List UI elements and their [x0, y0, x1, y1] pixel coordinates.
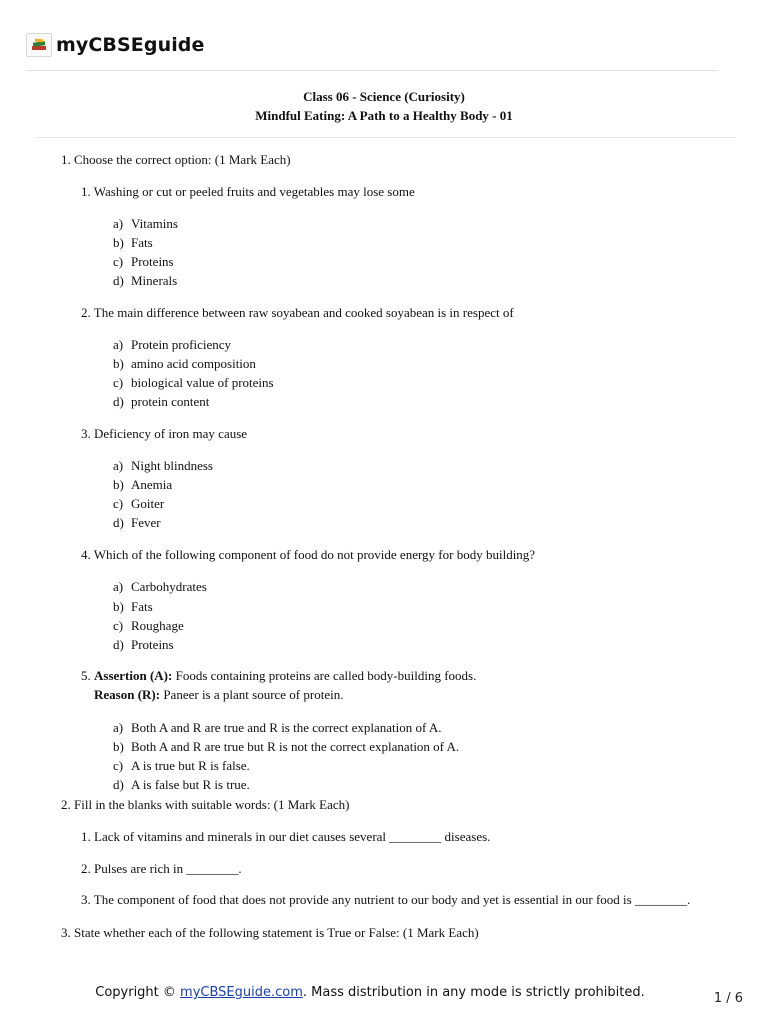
section-heading: 1. Choose the correct option: (1 Mark Each) [61, 152, 291, 167]
title-chapter: Mindful Eating: A Path to a Healthy Body - 01 [255, 108, 513, 123]
assertion-question: 5. Assertion (A): Foods containing proteins are called body-building foods. [81, 668, 477, 683]
title-class: Class 06 - Science (Curiosity) [303, 89, 465, 104]
option: b) Anemia [113, 477, 173, 492]
reason-statement: Reason (R): Paneer is a plant source of protein. [94, 687, 344, 702]
option: d) A is false but R is true. [113, 777, 250, 792]
option: d) protein content [113, 394, 210, 409]
question: 3. Deficiency of iron may cause [81, 426, 248, 441]
option: c) Proteins [113, 254, 174, 269]
option: c) Goiter [113, 496, 165, 511]
question: 1. Washing or cut or peeled fruits and vegetables may lose some [81, 184, 415, 199]
question: 2. The main difference between raw soyabean and cooked soyabean is in respect of [81, 305, 514, 320]
option: b) Both A and R are true but R is not the correct explanation of A. [113, 739, 460, 754]
site-link[interactable]: myCBSEguide.com [180, 985, 303, 1000]
question: 4. Which of the following component of food do not provide energy for body building? [81, 547, 536, 562]
option: d) Proteins [113, 637, 174, 652]
option: a) Both A and R are true and R is the correct explanation of A. [113, 720, 442, 735]
option: d) Minerals [113, 273, 178, 288]
option: a) Carbohydrates [113, 579, 207, 594]
option: b) Fats [113, 599, 153, 614]
option: b) amino acid composition [113, 356, 256, 371]
question: 1. Lack of vitamins and minerals in our diet causes several ________ diseases. [81, 829, 491, 844]
question: 2. Pulses are rich in ________. [81, 861, 242, 876]
option: b) Fats [113, 235, 153, 250]
section-heading: 2. Fill in the blanks with suitable words: (1 Mark Each) [61, 797, 350, 812]
option: d) Fever [113, 515, 161, 530]
option: c) A is true but R is false. [113, 758, 250, 773]
option: a) Night blindness [113, 458, 213, 473]
brand-name: myCBSEguide [56, 34, 205, 56]
option: a) Vitamins [113, 216, 178, 231]
option: c) Roughage [113, 618, 184, 633]
option: a) Protein proficiency [113, 337, 231, 352]
page-number: 1 / 6 [713, 991, 743, 1006]
section-heading: 3. State whether each of the following statement is True or False: (1 Mark Each) [61, 925, 479, 940]
copyright-footer: Copyright © myCBSEguide.com. Mass distribution in any mode is strictly prohibited. [95, 985, 645, 1000]
question: 3. The component of food that does not provide any nutrient to our body and yet is essential in our food is ________. [81, 892, 691, 907]
option: c) biological value of proteins [113, 375, 274, 390]
